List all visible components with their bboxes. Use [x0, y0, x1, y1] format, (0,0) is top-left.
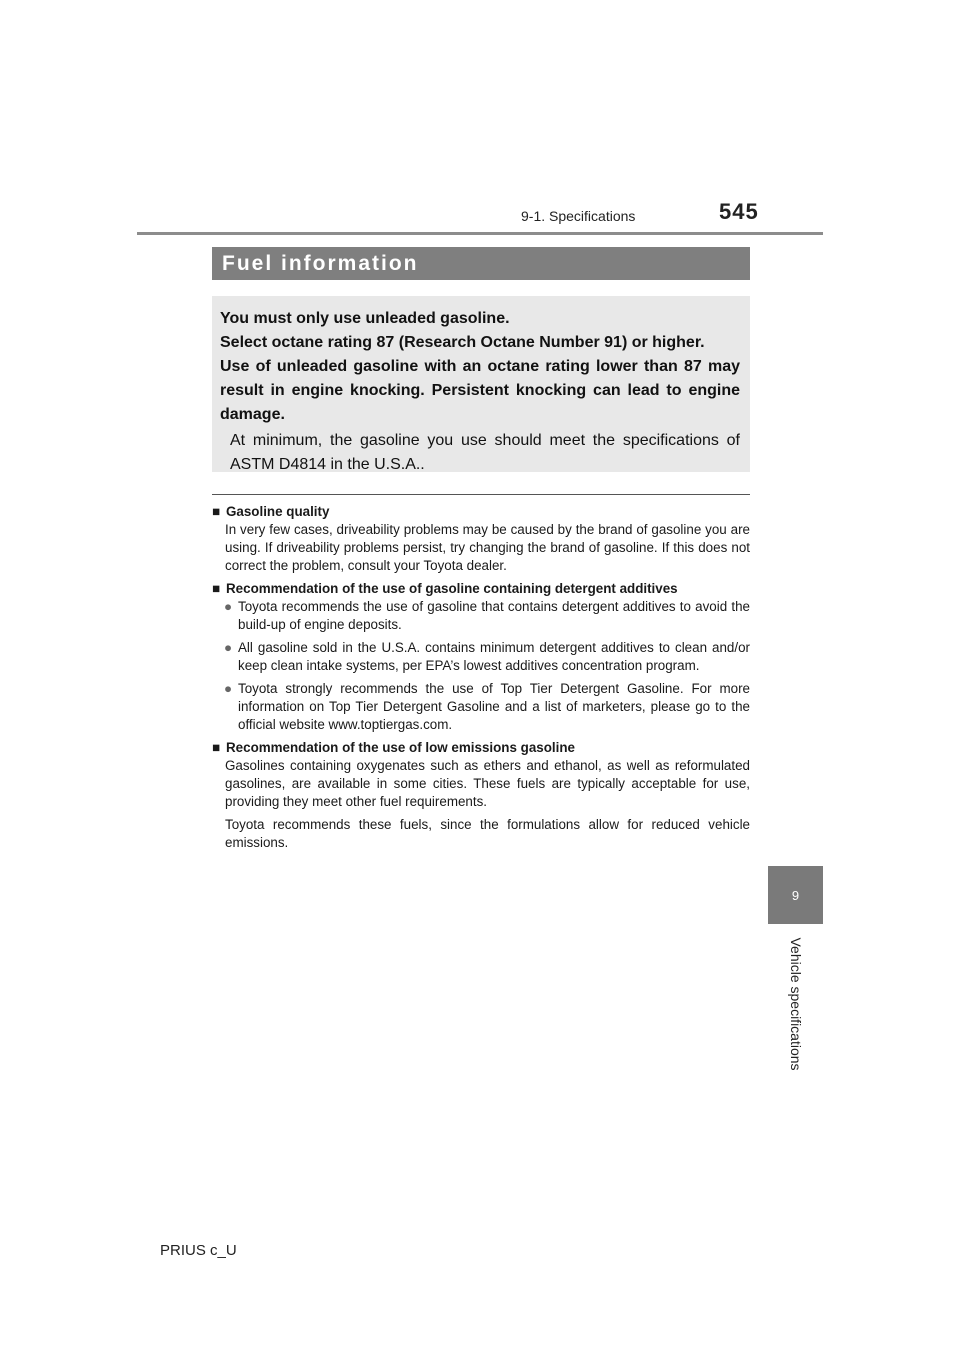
heading-text: Gasoline quality — [226, 504, 330, 519]
list-item — [212, 598, 750, 634]
info-line-unleaded: You must only use unleaded gasoline. — [220, 310, 510, 327]
section-heading-gasoline-quality — [212, 503, 750, 521]
chapter-label: Vehicle specifications — [788, 937, 804, 1071]
paragraph: Gasolines containing oxygenates such as ethers and ethanol, as well as reformulated gasolines, are available in some cities. These fuels are typically acceptable for use, providing they meet other fuel requirements. — [225, 758, 750, 809]
section-label: 9-1. Specifications — [521, 208, 636, 224]
info-spec-note: At minimum, the gasoline you use should meet the specifications of ASTM D4814 in the U.S.A.. — [230, 432, 740, 473]
paragraph: Toyota recommends these fuels, since the formulations allow for reduced vehicle emissions. — [225, 817, 750, 850]
list-item-text: Toyota recommends the use of gasoline that contains detergent additives to avoid the build-up of engine deposits. — [238, 599, 750, 632]
section-heading-detergent-additives — [212, 580, 750, 598]
chapter-number: 9 — [791, 888, 800, 903]
heading-text: Recommendation of the use of low emissions gasoline — [226, 740, 575, 755]
list-item — [212, 639, 750, 675]
paragraph: In very few cases, driveability problems may be caused by the brand of gasoline you are using. If driveability problems persist, try changing the brand of gasoline. If this does not correct the problem, consult your Toyota dealer. — [225, 522, 750, 573]
round-bullet-icon: ● — [224, 681, 233, 696]
page-number: 545 — [719, 199, 759, 224]
title-bar — [212, 247, 750, 280]
round-bullet-icon: ● — [224, 599, 233, 614]
footer-model: PRIUS c_U — [160, 1242, 237, 1259]
page-title: Fuel information — [222, 252, 419, 275]
list-item — [212, 680, 750, 734]
content-divider — [212, 494, 750, 495]
body-content — [212, 503, 750, 852]
square-bullet-icon: ■ — [212, 504, 221, 519]
list-item-text: Toyota strongly recommends the use of Top Tier Detergent Gasoline. For more information on Top Tier Detergent Gasoline and a list of marketers, please go to the official website www.toptiergas.com. — [238, 681, 750, 732]
list-item-text: All gasoline sold in the U.S.A. contains minimum detergent additives to clean and/or keep clean intake systems, per EPA’s lowest additives concentration program. — [238, 640, 750, 673]
info-line-octane: Select octane rating 87 (Research Octane Number 91) or higher. — [220, 334, 705, 351]
info-box — [212, 296, 750, 472]
info-line-knocking: Use of unleaded gasoline with an octane rating lower than 87 may result in engine knocking. Persistent knocking can lead to engine damage. — [220, 358, 740, 423]
square-bullet-icon: ■ — [212, 740, 221, 755]
header-divider — [137, 232, 823, 235]
heading-text: Recommendation of the use of gasoline containing detergent additives — [226, 581, 678, 596]
square-bullet-icon: ■ — [212, 581, 221, 596]
round-bullet-icon: ● — [224, 640, 233, 655]
section-heading-low-emissions — [212, 739, 750, 757]
